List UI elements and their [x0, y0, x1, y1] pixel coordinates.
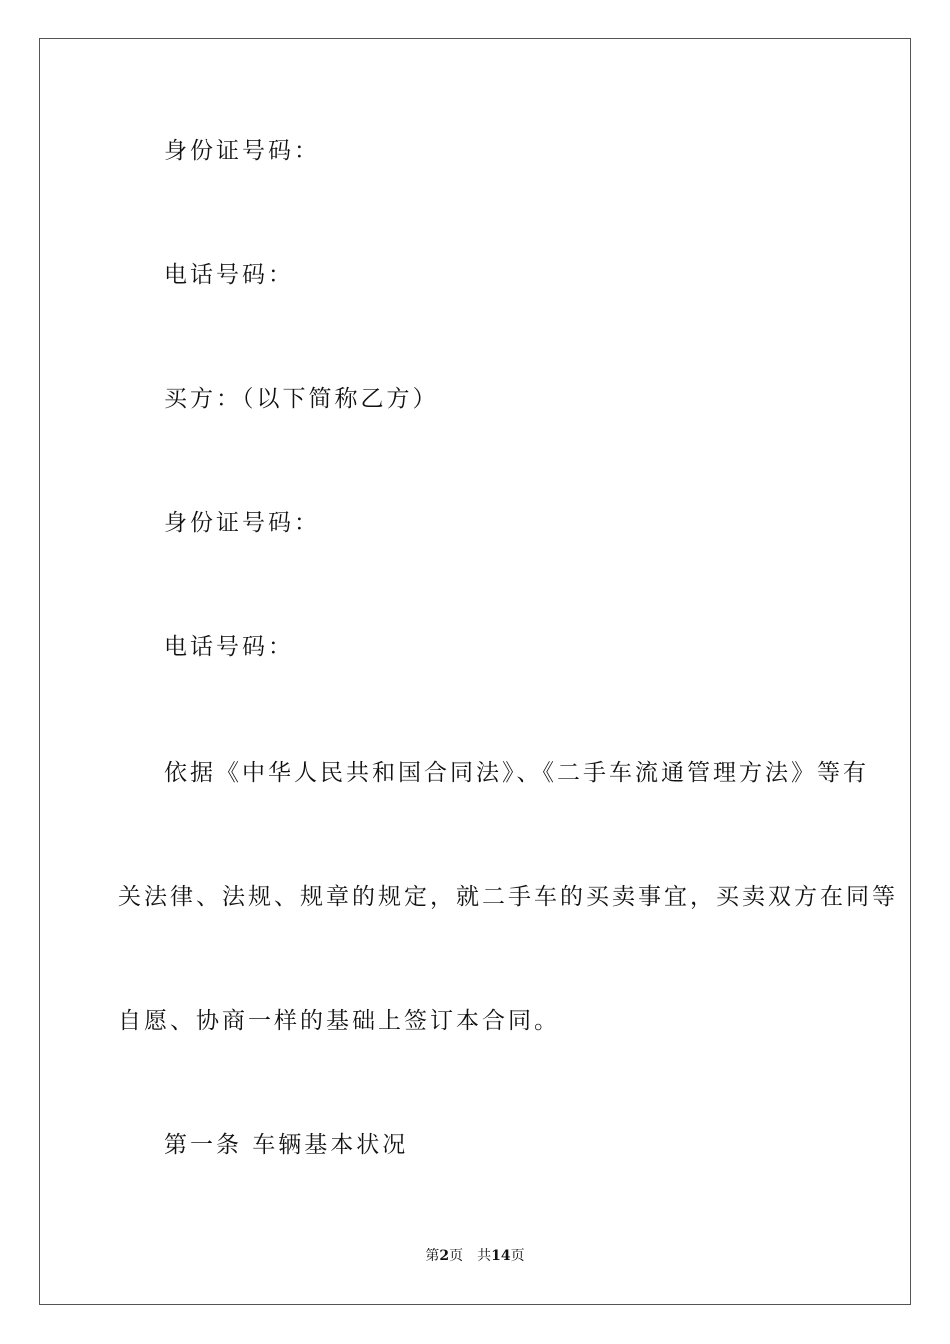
paragraph-line-1: 依据《中华人民共和国合同法》、《二手车流通管理方法》等有 — [164, 760, 869, 786]
paragraph-line-2: 关法律、法规、规章的规定，就二手车的买卖事宜，买卖双方在同等 — [118, 884, 898, 910]
footer-total-prefix: 共 — [477, 1248, 492, 1264]
footer-current-page: 2 — [439, 1248, 450, 1264]
seller-id-number-label: 身份证号码： — [164, 138, 320, 164]
buyer-label: 买方：（以下简称乙方） — [164, 386, 439, 412]
footer-total-pages: 14 — [491, 1248, 511, 1264]
section-heading: 第一条 车辆基本状况 — [164, 1132, 409, 1158]
footer-total-unit: 页 — [510, 1248, 525, 1264]
buyer-id-number-label: 身份证号码： — [164, 510, 320, 536]
paragraph-line-3: 自愿、协商一样的基础上签订本合同。 — [118, 1008, 560, 1034]
seller-phone-label: 电话号码： — [164, 262, 294, 288]
footer-page-prefix: 第 — [425, 1248, 440, 1264]
page-frame — [39, 38, 911, 1305]
buyer-phone-label: 电话号码： — [164, 634, 294, 660]
page-footer — [0, 1247, 950, 1265]
footer-page-unit: 页 — [449, 1248, 464, 1264]
